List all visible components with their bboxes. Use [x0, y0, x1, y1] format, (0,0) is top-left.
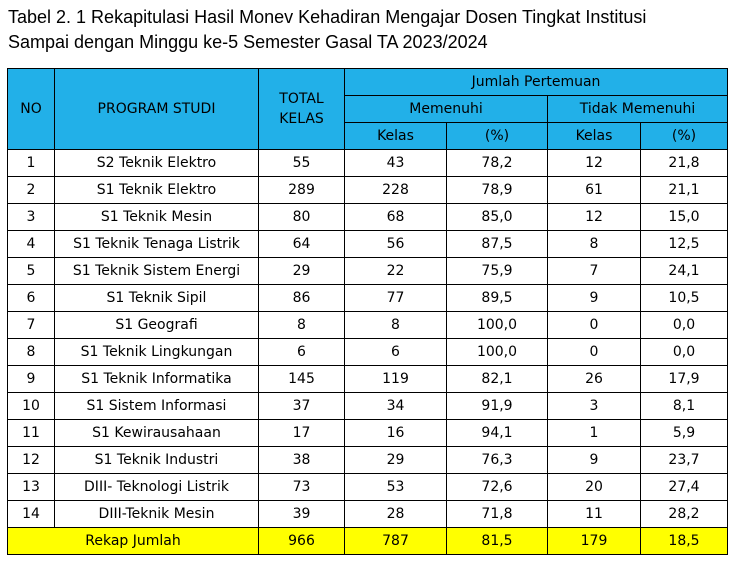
cell-memenuhi-kelas: 28 [345, 501, 447, 528]
header-tidak-kelas: Kelas [548, 123, 641, 150]
cell-memenuhi-kelas: 29 [345, 447, 447, 474]
cell-total-kelas: 55 [259, 150, 345, 177]
header-jumlah-pertemuan: Jumlah Pertemuan [345, 69, 728, 96]
cell-memenuhi-kelas: 8 [345, 312, 447, 339]
caption-line-1: Tabel 2. 1 Rekapitulasi Hasil Monev Kehadiran Mengajar Dosen Tingkat Institusi [8, 7, 647, 27]
table-row [8, 204, 728, 231]
cell-program-studi: S2 Teknik Elektro [55, 150, 259, 177]
header-program-studi: PROGRAM STUDI [55, 69, 259, 150]
cell-total-kelas: 289 [259, 177, 345, 204]
cell-tidak-pct: 23,7 [641, 447, 728, 474]
cell-no: 11 [8, 420, 55, 447]
cell-tidak-kelas: 7 [548, 258, 641, 285]
cell-no: 5 [8, 258, 55, 285]
cell-memenuhi-kelas: 22 [345, 258, 447, 285]
cell-no: 7 [8, 312, 55, 339]
cell-memenuhi-kelas: 43 [345, 150, 447, 177]
cell-tidak-kelas: 12 [548, 150, 641, 177]
cell-tidak-pct: 5,9 [641, 420, 728, 447]
table-row [8, 501, 728, 528]
cell-program-studi: S1 Teknik Lingkungan [55, 339, 259, 366]
header-tidak-memenuhi: Tidak Memenuhi [548, 96, 728, 123]
header-total-line-1: TOTAL [279, 91, 324, 107]
table-row [8, 150, 728, 177]
cell-tidak-pct: 21,1 [641, 177, 728, 204]
header-no: NO [8, 69, 55, 150]
cell-tidak-kelas: 0 [548, 312, 641, 339]
cell-total-kelas: 6 [259, 339, 345, 366]
cell-tidak-kelas: 9 [548, 447, 641, 474]
cell-total-kelas: 37 [259, 393, 345, 420]
cell-program-studi: S1 Geografi [55, 312, 259, 339]
table-row [8, 393, 728, 420]
cell-memenuhi-kelas: 16 [345, 420, 447, 447]
attendance-table [7, 68, 728, 555]
cell-tidak-pct: 21,8 [641, 150, 728, 177]
summary-memenuhi-kelas: 787 [345, 528, 447, 555]
caption-line-2: Sampai dengan Minggu ke-5 Semester Gasal TA 2023/2024 [8, 32, 488, 52]
summary-label: Rekap Jumlah [8, 528, 259, 555]
cell-tidak-pct: 15,0 [641, 204, 728, 231]
cell-tidak-kelas: 61 [548, 177, 641, 204]
table-row [8, 339, 728, 366]
cell-total-kelas: 17 [259, 420, 345, 447]
cell-memenuhi-pct: 75,9 [447, 258, 548, 285]
cell-memenuhi-pct: 82,1 [447, 366, 548, 393]
summary-row [8, 528, 728, 555]
cell-memenuhi-kelas: 68 [345, 204, 447, 231]
cell-tidak-pct: 28,2 [641, 501, 728, 528]
cell-tidak-pct: 27,4 [641, 474, 728, 501]
cell-memenuhi-kelas: 77 [345, 285, 447, 312]
cell-memenuhi-kelas: 6 [345, 339, 447, 366]
cell-program-studi: S1 Kewirausahaan [55, 420, 259, 447]
cell-memenuhi-pct: 71,8 [447, 501, 548, 528]
cell-memenuhi-pct: 87,5 [447, 231, 548, 258]
cell-total-kelas: 80 [259, 204, 345, 231]
cell-no: 2 [8, 177, 55, 204]
cell-memenuhi-pct: 89,5 [447, 285, 548, 312]
header-total-kelas [259, 69, 345, 150]
cell-memenuhi-kelas: 34 [345, 393, 447, 420]
cell-no: 6 [8, 285, 55, 312]
table-row [8, 285, 728, 312]
cell-program-studi: S1 Teknik Mesin [55, 204, 259, 231]
header-memenuhi-pct: (%) [447, 123, 548, 150]
cell-program-studi: S1 Teknik Tenaga Listrik [55, 231, 259, 258]
cell-total-kelas: 86 [259, 285, 345, 312]
cell-no: 1 [8, 150, 55, 177]
cell-no: 13 [8, 474, 55, 501]
cell-no: 14 [8, 501, 55, 528]
header-tidak-pct: (%) [641, 123, 728, 150]
table-row [8, 258, 728, 285]
cell-total-kelas: 64 [259, 231, 345, 258]
cell-program-studi: DIII-Teknik Mesin [55, 501, 259, 528]
cell-tidak-kelas: 12 [548, 204, 641, 231]
cell-memenuhi-kelas: 53 [345, 474, 447, 501]
cell-memenuhi-pct: 78,2 [447, 150, 548, 177]
cell-tidak-kelas: 8 [548, 231, 641, 258]
cell-total-kelas: 73 [259, 474, 345, 501]
table-row [8, 366, 728, 393]
cell-tidak-pct: 8,1 [641, 393, 728, 420]
cell-program-studi: S1 Teknik Sipil [55, 285, 259, 312]
table-caption [8, 5, 732, 55]
cell-memenuhi-pct: 72,6 [447, 474, 548, 501]
cell-no: 3 [8, 204, 55, 231]
cell-tidak-kelas: 3 [548, 393, 641, 420]
cell-memenuhi-kelas: 56 [345, 231, 447, 258]
cell-no: 8 [8, 339, 55, 366]
cell-program-studi: S1 Teknik Elektro [55, 177, 259, 204]
cell-total-kelas: 39 [259, 501, 345, 528]
cell-tidak-kelas: 9 [548, 285, 641, 312]
cell-tidak-kelas: 0 [548, 339, 641, 366]
cell-tidak-pct: 0,0 [641, 339, 728, 366]
table-row [8, 177, 728, 204]
cell-total-kelas: 29 [259, 258, 345, 285]
cell-tidak-pct: 17,9 [641, 366, 728, 393]
cell-memenuhi-pct: 76,3 [447, 447, 548, 474]
cell-tidak-kelas: 26 [548, 366, 641, 393]
header-memenuhi: Memenuhi [345, 96, 548, 123]
cell-memenuhi-kelas: 228 [345, 177, 447, 204]
table-row [8, 447, 728, 474]
cell-total-kelas: 38 [259, 447, 345, 474]
cell-memenuhi-pct: 100,0 [447, 339, 548, 366]
cell-no: 9 [8, 366, 55, 393]
cell-no: 4 [8, 231, 55, 258]
header-memenuhi-kelas: Kelas [345, 123, 447, 150]
cell-tidak-kelas: 1 [548, 420, 641, 447]
cell-memenuhi-pct: 91,9 [447, 393, 548, 420]
cell-program-studi: S1 Teknik Sistem Energi [55, 258, 259, 285]
summary-tidak-kelas: 179 [548, 528, 641, 555]
cell-total-kelas: 8 [259, 312, 345, 339]
summary-total: 966 [259, 528, 345, 555]
cell-tidak-pct: 12,5 [641, 231, 728, 258]
cell-memenuhi-pct: 85,0 [447, 204, 548, 231]
cell-memenuhi-pct: 100,0 [447, 312, 548, 339]
cell-tidak-pct: 24,1 [641, 258, 728, 285]
cell-tidak-pct: 0,0 [641, 312, 728, 339]
table-row [8, 312, 728, 339]
summary-tidak-pct: 18,5 [641, 528, 728, 555]
cell-memenuhi-kelas: 119 [345, 366, 447, 393]
cell-memenuhi-pct: 78,9 [447, 177, 548, 204]
cell-no: 12 [8, 447, 55, 474]
cell-tidak-kelas: 11 [548, 501, 641, 528]
cell-no: 10 [8, 393, 55, 420]
cell-program-studi: S1 Sistem Informasi [55, 393, 259, 420]
cell-memenuhi-pct: 94,1 [447, 420, 548, 447]
table-row [8, 474, 728, 501]
cell-program-studi: S1 Teknik Industri [55, 447, 259, 474]
cell-program-studi: S1 Teknik Informatika [55, 366, 259, 393]
cell-tidak-kelas: 20 [548, 474, 641, 501]
table-row [8, 231, 728, 258]
header-total-line-2: KELAS [279, 111, 324, 127]
cell-program-studi: DIII- Teknologi Listrik [55, 474, 259, 501]
cell-total-kelas: 145 [259, 366, 345, 393]
summary-memenuhi-pct: 81,5 [447, 528, 548, 555]
cell-tidak-pct: 10,5 [641, 285, 728, 312]
table-row [8, 420, 728, 447]
